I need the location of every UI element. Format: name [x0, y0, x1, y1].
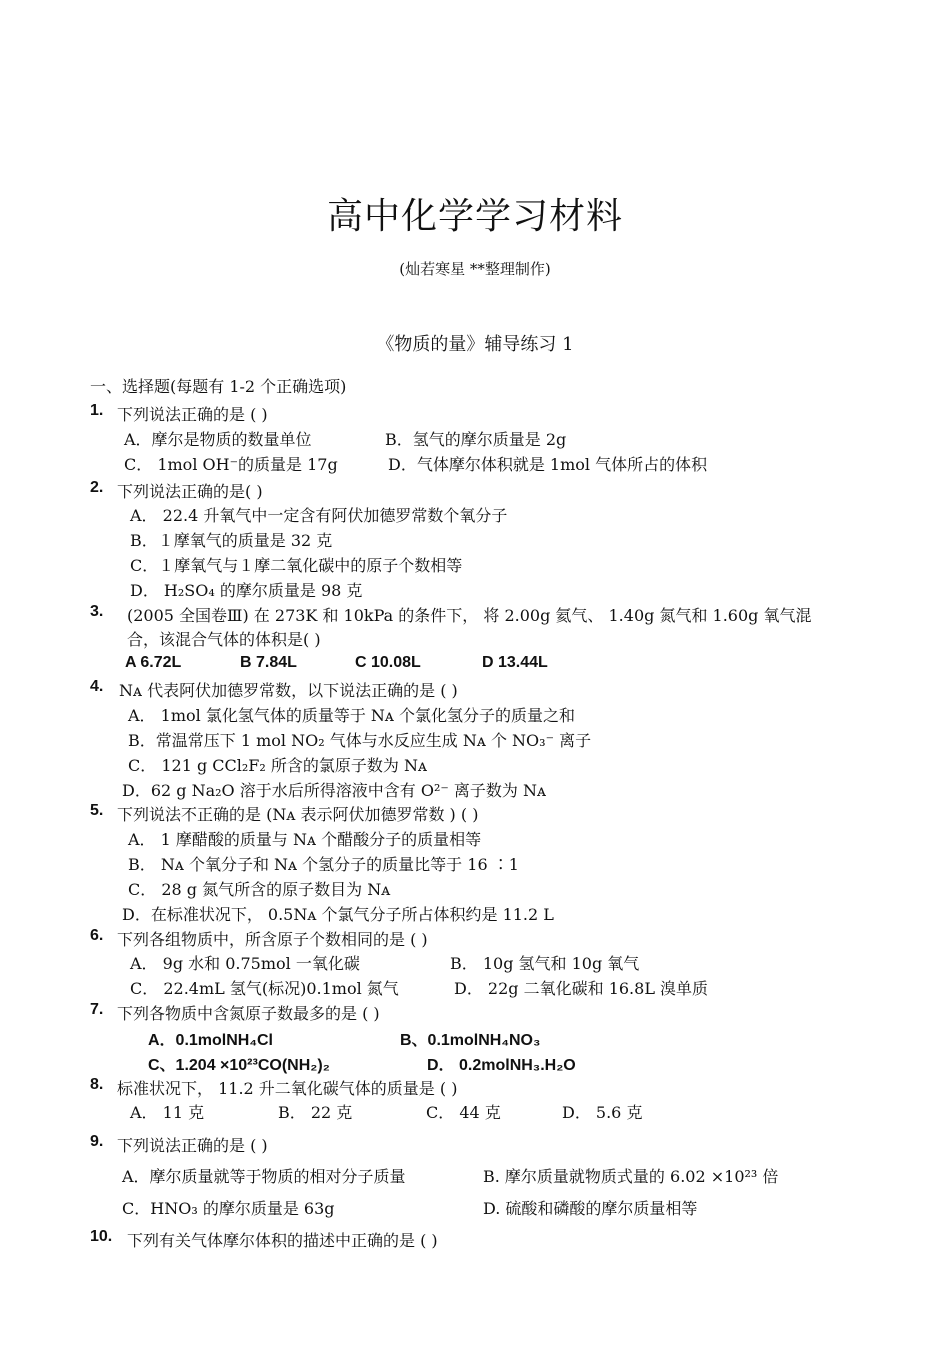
question-stem: Nᴀ 代表阿伏加德罗常数，以下说法正确的是 ( ) — [119, 681, 458, 700]
question-stem: 标准状况下， 11.2 升二氧化碳气体的质量是 ( ) — [117, 1079, 458, 1098]
option: C． 121 g CCl₂F₂ 所含的氯原子数为 Nᴀ — [128, 756, 428, 775]
question-number: 8. — [90, 1076, 104, 1093]
question-number: 9. — [90, 1133, 104, 1150]
option: A． 22.4 升氧气中一定含有阿伏加德罗常数个氧分子 — [130, 506, 508, 525]
option: A． 1 摩醋酸的质量与 Nᴀ 个醋酸分子的质量相等 — [128, 830, 482, 849]
option: B. 摩尔质量就物质式量的 6.02 ×10²³ 倍 — [483, 1167, 779, 1186]
option: A．摩尔是物质的数量单位 — [124, 430, 312, 449]
option: D． 22g 二氧化碳和 16.8L 溴单质 — [454, 979, 709, 998]
question-stem: 下列各物质中含氮原子数最多的是 ( ) — [117, 1004, 380, 1023]
exercise-title: 《物质的量》辅导练习 1 — [376, 334, 574, 355]
question-stem: 下列说法正确的是( ) — [117, 482, 263, 501]
option: A． 1mol 氯化氢气体的质量等于 Nᴀ 个氯化氢分子的质量之和 — [128, 706, 576, 725]
question-stem: 下列说法正确的是 ( ) — [117, 405, 268, 424]
option: D．62 g Na₂O 溶于水后所得溶液中含有 O²⁻ 离子数为 Nᴀ — [122, 781, 547, 800]
question-number: 1. — [90, 402, 104, 419]
question-number: 3. — [90, 603, 104, 620]
question-stem: 下列说法正确的是 ( ) — [117, 1136, 268, 1155]
option: B、0.1molNH₄NO₃ — [400, 1032, 541, 1049]
option: C． 28 g 氮气所含的原子数目为 Nᴀ — [128, 880, 391, 899]
option: A 6.72L — [125, 654, 182, 671]
question-number: 5. — [90, 802, 104, 819]
option: D． 0.2molNH₃.H₂O — [427, 1057, 576, 1074]
option: B．常温常压下 1 mol NO₂ 气体与水反应生成 Nᴀ 个 NO₃⁻ 离子 — [128, 731, 592, 750]
option: A． 9g 水和 0.75mol 一氧化碳 — [130, 954, 360, 973]
option: D 13.44L — [482, 654, 548, 671]
question-number: 10. — [90, 1228, 113, 1245]
option: B． Nᴀ 个氧分子和 Nᴀ 个氢分子的质量比等于 16 ∶1 — [128, 855, 519, 874]
option: B． 22 克 — [278, 1103, 353, 1122]
option: B． 10g 氢气和 10g 氧气 — [450, 954, 640, 973]
question-number: 2. — [90, 479, 104, 496]
question-number: 7. — [90, 1001, 104, 1018]
section-heading: 一、选择题(每题有 1-2 个正确选项) — [90, 377, 347, 396]
option: B 7.84L — [240, 654, 297, 671]
option: C．HNO₃ 的摩尔质量是 63g — [122, 1199, 335, 1218]
question-number: 6. — [90, 927, 104, 944]
option: D． H₂SO₄ 的摩尔质量是 98 克 — [130, 581, 363, 600]
option: B．氢气的摩尔质量是 2g — [385, 430, 567, 449]
question-stem-continued: 合，该混合气体的体积是( ) — [127, 630, 321, 649]
option: C． 44 克 — [426, 1103, 501, 1122]
option: C． 1mol OH⁻的质量是 17g — [124, 455, 338, 474]
page-subtitle: (灿若寒星 **整理制作) — [399, 260, 551, 278]
option: A．摩尔质量就等于物质的相对分子质量 — [122, 1167, 406, 1186]
option: C． 22.4mL 氢气(标况)0.1mol 氮气 — [130, 979, 399, 998]
option: A． 11 克 — [130, 1103, 205, 1122]
option: C．１摩氧气与１摩二氧化碳中的原子个数相等 — [130, 556, 463, 575]
question-number: 4. — [90, 678, 104, 695]
option: A．0.1molNH₄Cl — [148, 1032, 273, 1049]
option: C、1.204 ×10²³CO(NH₂)₂ — [148, 1057, 330, 1074]
question-stem: (2005 全国卷Ⅲ) 在 273K 和 10kPa 的条件下， 将 2.00g 氦气、 1.40g 氮气和 1.60g 氧气混 — [127, 606, 812, 625]
option: C 10.08L — [355, 654, 421, 671]
option: D． 5.6 克 — [562, 1103, 643, 1122]
question-stem: 下列说法不正确的是 (Nᴀ 表示阿伏加德罗常数 ) ( ) — [117, 805, 479, 824]
page-title: 高中化学学习材料 — [326, 196, 623, 237]
option: D. 硫酸和磷酸的摩尔质量相等 — [483, 1199, 698, 1218]
option: D．在标准状况下， 0.5Nᴀ 个氯气分子所占体积约是 11.2 L — [122, 905, 554, 924]
question-stem: 下列各组物质中，所含原子个数相同的是 ( ) — [117, 930, 428, 949]
option: B．１摩氧气的质量是 32 克 — [130, 531, 333, 550]
option: D．气体摩尔体积就是 1mol 气体所占的体积 — [388, 455, 708, 474]
question-stem: 下列有关气体摩尔体积的描述中正确的是 ( ) — [127, 1231, 438, 1250]
